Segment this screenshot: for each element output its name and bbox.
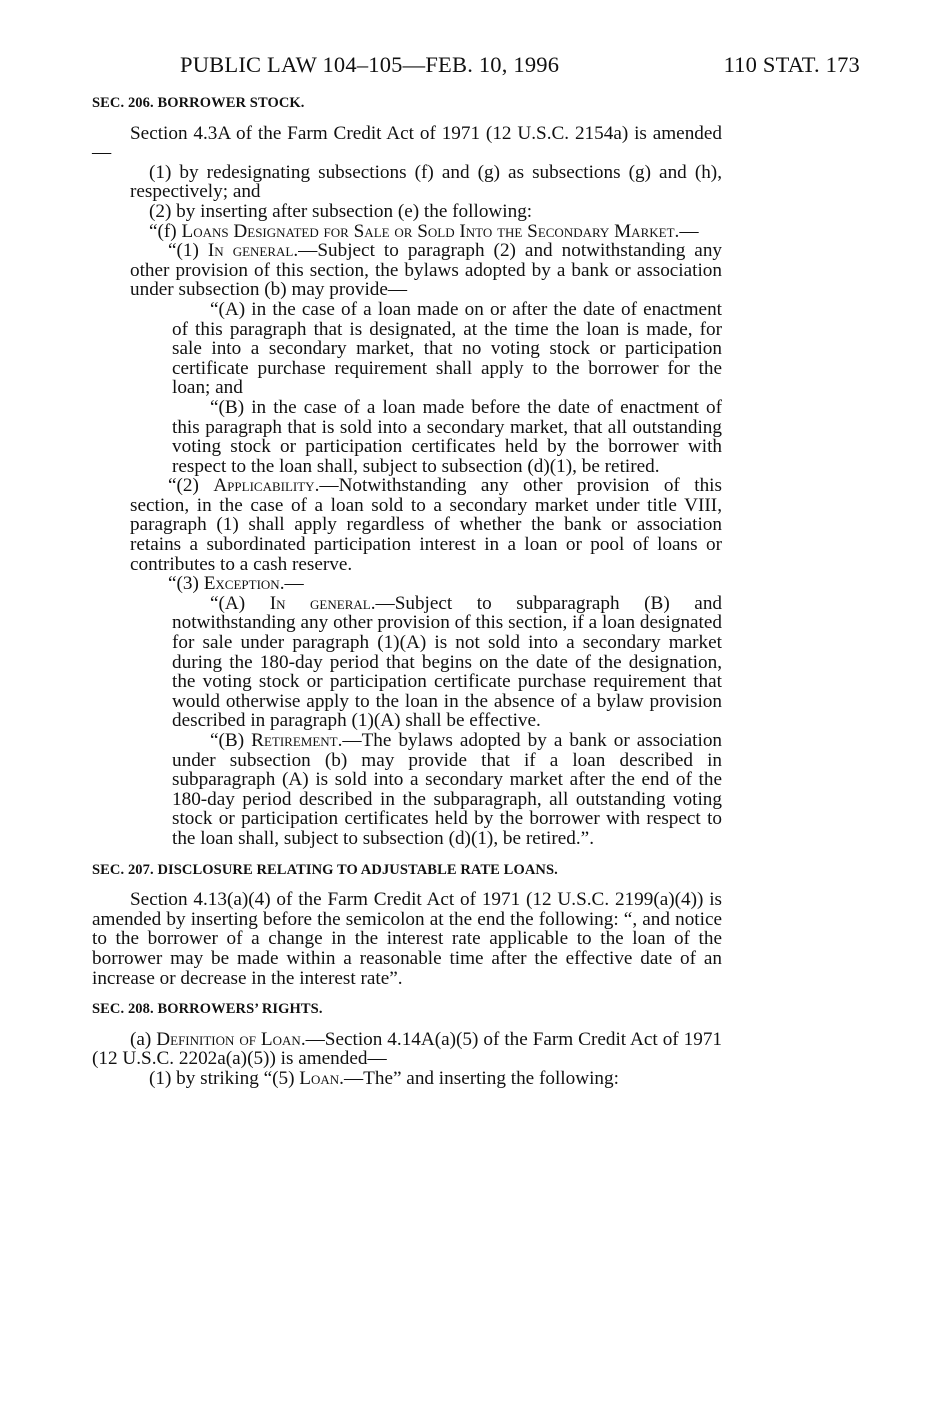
- subparagraph-3-A-lead: “(A): [210, 592, 270, 614]
- paragraph-1-lead: “(1): [168, 240, 208, 262]
- paragraph-3-heading: [92, 574, 722, 594]
- page-header: [0, 52, 946, 84]
- subparagraph-3-B: [92, 731, 722, 849]
- sec207-text: Section 4.13(a)(4) of the Farm Credit Act of 1971 (12 U.S.C. 2199(a)(4)) is amended by inserting before the semicolon at the end the following: “, and notice to the borrower of a change in the interest rate applicable to the loan of the borrower may be made within a reasonable time after the effective date of an increase or decrease in the interest rate”.: [92, 889, 722, 989]
- paragraph-1-caption: In general: [207, 240, 294, 262]
- subsection-f-dash: .—: [674, 220, 699, 242]
- sec208-a-caption: Definition of Loan: [156, 1028, 301, 1050]
- section-heading-207: SEC. 207. DISCLOSURE RELATING TO ADJUSTABLE RATE LOANS.: [92, 861, 558, 878]
- subparagraph-1-B: “(B) in the case of a loan made before the date of enactment of this paragraph that is sold into a secondary market, that all outstanding voting stock or participation certificates held by the borrower with respect to the loan shall, subject to subsection (d)(1), be retired.: [172, 396, 722, 477]
- paragraph-2-lead: “(2): [168, 475, 214, 497]
- subparagraph-3-B-text: .—The bylaws adopted by a bank or association under subsection (b) may provide that if a loan described in subparagraph (A) is sold into a secondary market after the end of the 180-day period described in the subparagraph, all outstanding voting stock or participation certificates held by the borrower with respect to the loan shall, subject to subsection (d)(1), be retired.”.: [172, 730, 723, 849]
- running-head: PUBLIC LAW 104–105—FEB. 10, 1996: [180, 52, 560, 77]
- paragraph-3-caption: Exception: [203, 573, 280, 595]
- paragraph-1: [92, 241, 722, 300]
- subparagraph-3-B-caption: Retirement: [251, 730, 338, 751]
- sec208-item-1: [92, 1069, 722, 1089]
- sec206-item-1: (1) by redesignating subsections (f) and (g) as subsections (g) and (h), respectively; and: [130, 161, 722, 203]
- subsection-f-heading: [92, 222, 722, 242]
- subparagraph-3-A-caption: In general: [269, 592, 371, 614]
- paragraph-2-text: .—Notwithstanding any other provision of this section, in the case of a loan sold to a secondary market under title VIII, paragraph (1) shall apply regardless of whether the bank or association retains a subordinated participation interest in a loan or pool of loans or contributes to a cash reserve.: [130, 475, 722, 575]
- subsection-f-lead: “(f): [149, 220, 182, 242]
- subsection-f-caption: Loans Designated for Sale or Sold Into the Secondary Market: [181, 220, 675, 242]
- sec208-subsection-a: [92, 1030, 722, 1069]
- paragraph-1-text: .—Subject to paragraph (2) and notwithstanding any other provision of this section, the bylaws adopted by a bank or association under subsection (b) may provide—: [130, 240, 723, 301]
- paragraph-2-caption: Applicability: [213, 475, 315, 497]
- sec208-item-1-post: .—The” and inserting the following:: [339, 1067, 619, 1089]
- sec208-item-1-caption: Loan: [299, 1067, 340, 1089]
- paragraph-2: [92, 476, 722, 574]
- sec206-item-2: (2) by inserting after subsection (e) the following:: [149, 200, 533, 222]
- sec208-item-1-pre: (1) by striking “(5): [149, 1067, 300, 1089]
- sec208-a-lead: (a): [130, 1028, 157, 1050]
- subparagraph-3-A-text: .—Subject to subparagraph (B) and notwithstanding any other provision of this section, if a loan designated for sale under paragraph (1)(A) is not sold into a secondary market during the 180-day period that begins on the date of the designation, the voting stock or participation certificate purchase requirement that would otherwise apply to the loan in the absence of a bylaw provision described in paragraph (1)(A) shall be effective.: [172, 592, 723, 732]
- paragraph-3-dash: .—: [279, 573, 304, 595]
- page-number: 110 STAT. 173: [723, 52, 860, 77]
- subparagraph-3-A: [92, 594, 722, 731]
- section-heading-208: SEC. 208. BORROWERS’ RIGHTS.: [92, 1001, 323, 1018]
- section-heading-206: SEC. 206. BORROWER STOCK.: [92, 95, 305, 111]
- sec208-a-text: .—Section 4.14A(a)(5) of the Farm Credit Act of 1971 (12 U.S.C. 2202a(a)(5)) is amended—: [92, 1028, 723, 1070]
- subparagraph-3-B-lead: “(B): [210, 730, 252, 751]
- page-body: [92, 94, 722, 1089]
- subparagraph-1-A: “(A) in the case of a loan made on or after the date of enactment of this paragraph that is designated, at the time the loan is made, for sale into a secondary market, that no voting stock or participation certificate purchase requirement shall apply to the borrower for the loan; and: [172, 298, 722, 399]
- sec206-intro: Section 4.3A of the Farm Credit Act of 1971 (12 U.S.C. 2154a) is amended—: [92, 122, 722, 164]
- paragraph-3-lead: “(3): [168, 573, 204, 595]
